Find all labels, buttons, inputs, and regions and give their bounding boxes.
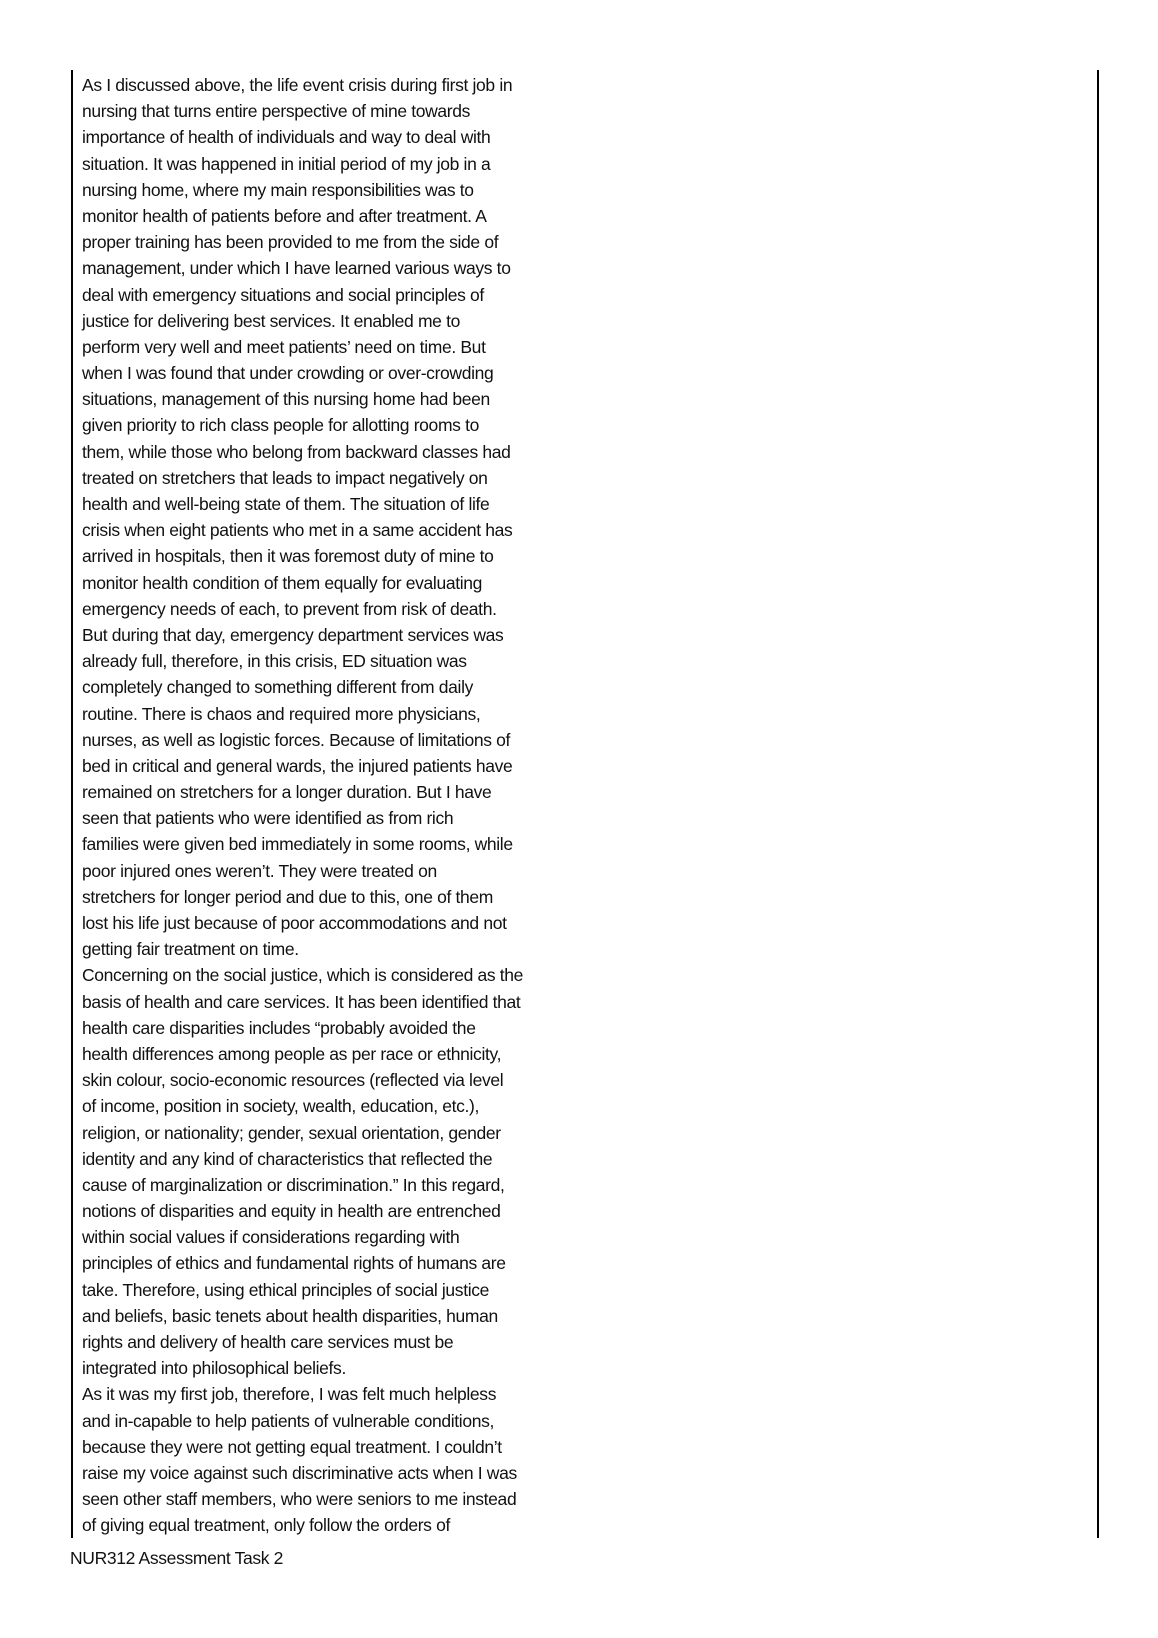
page-footer: NUR312 Assessment Task 2 <box>70 1548 284 1568</box>
text-line: notions of disparities and equity in health are entrenched <box>82 1201 501 1222</box>
text-line: routine. There is chaos and required more physicians, <box>82 703 481 724</box>
left-border-line <box>71 70 73 1538</box>
text-line: because they were not getting equal treatment. I couldn’t <box>82 1436 502 1457</box>
text-line: given priority to rich class people for allotting rooms to <box>82 415 479 436</box>
text-line: proper training has been provided to me from the side of <box>82 232 499 253</box>
text-line: perform very well and meet patients’ need on time. But <box>82 336 486 357</box>
text-line: bed in critical and general wards, the injured patients have <box>82 755 513 776</box>
text-line: families were given bed immediately in some rooms, while <box>82 834 513 855</box>
text-line: of income, position in society, wealth, education, etc.), <box>82 1096 480 1117</box>
text-line: As it was my first job, therefore, I was felt much helpless <box>82 1384 497 1405</box>
text-line: within social values if considerations regarding with <box>82 1227 460 1248</box>
text-line: importance of health of individuals and way to deal with <box>82 127 491 148</box>
text-line: crisis when eight patients who met in a same accident has <box>82 520 513 541</box>
text-line: situations, management of this nursing home had been <box>82 389 490 410</box>
text-line: religion, or nationality; gender, sexual orientation, gender <box>82 1122 501 1143</box>
text-line: arrived in hospitals, then it was foremost duty of mine to <box>82 546 494 567</box>
text-line: health differences among people as per race or ethnicity, <box>82 1043 502 1064</box>
text-line: identity and any kind of characteristics that reflected the <box>82 1148 493 1169</box>
text-line: nursing that turns entire perspective of mine towards <box>82 101 471 122</box>
text-line: Concerning on the social justice, which is considered as the <box>82 965 524 986</box>
text-line: lost his life just because of poor accommodations and not <box>82 913 507 933</box>
text-line: justice for delivering best services. It enabled me to <box>82 310 460 331</box>
text-line: raise my voice against such discriminative acts when I was <box>82 1462 517 1483</box>
text-line: monitor health condition of them equally for evaluating <box>82 572 483 593</box>
text-line: seen other staff members, who were seniors to me instead <box>82 1489 517 1510</box>
text-line: But during that day, emergency department services was <box>82 624 504 645</box>
text-line: already full, therefore, in this crisis, ED situation was <box>82 651 467 672</box>
text-line: nurses, as well as logistic forces. Because of limitations of <box>82 729 511 750</box>
text-line: As I discussed above, the life event crisis during first job in <box>82 75 513 95</box>
text-line: management, under which I have learned various ways to <box>82 258 511 279</box>
text-line: situation. It was happened in initial period of my job in a <box>82 153 491 174</box>
text-line: of giving equal treatment, only follow the orders of <box>82 1515 450 1536</box>
text-line: stretchers for longer period and due to this, one of them <box>82 886 493 907</box>
text-line: emergency needs of each, to prevent from risk of death. <box>82 598 497 619</box>
text-line: basis of health and care services. It has been identified that <box>82 991 521 1012</box>
text-line: health care disparities includes “probably avoided the <box>82 1017 476 1038</box>
right-border-line <box>1097 70 1099 1538</box>
text-line: nursing home, where my main responsibilities was to <box>82 179 474 200</box>
text-line: and beliefs, basic tenets about health disparities, human <box>82 1305 498 1326</box>
text-line: when I was found that under crowding or over-crowding <box>82 363 494 384</box>
text-line: principles of ethics and fundamental rights of humans are <box>82 1253 506 1274</box>
text-line: treated on stretchers that leads to impact negatively on <box>82 467 488 488</box>
text-line: rights and delivery of health care services must be <box>82 1332 454 1352</box>
document-body-text <box>82 72 523 1539</box>
text-line: seen that patients who were identified as from rich <box>82 808 454 829</box>
text-line: take. Therefore, using ethical principles of social justice <box>82 1279 490 1300</box>
text-line: skin colour, socio-economic resources (reflected via level <box>82 1070 504 1091</box>
text-line: poor injured ones weren’t. They were treated on <box>82 860 437 881</box>
text-line: them, while those who belong from backward classes had <box>82 441 511 462</box>
text-line: getting fair treatment on time. <box>82 939 299 960</box>
text-line: completely changed to something different from daily <box>82 677 474 698</box>
text-line: health and well-being state of them. The situation of life <box>82 494 490 514</box>
text-line: and in-capable to help patients of vulnerable conditions, <box>82 1410 495 1431</box>
text-line: integrated into philosophical beliefs. <box>82 1358 346 1379</box>
text-line: monitor health of patients before and after treatment. A <box>82 205 487 226</box>
text-line: deal with emergency situations and social principles of <box>82 284 484 305</box>
text-line: cause of marginalization or discrimination.” In this regard, <box>82 1174 505 1195</box>
text-line: remained on stretchers for a longer duration. But I have <box>82 782 492 803</box>
